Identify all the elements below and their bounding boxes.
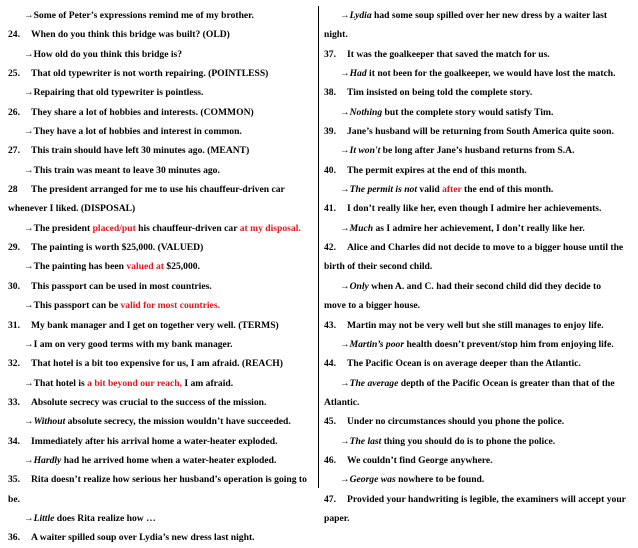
question-number: 44. — [324, 358, 336, 370]
answer-line — [324, 180, 630, 199]
question-number: 24. — [8, 29, 20, 41]
text-segment: had some soup spilled over her new dress by a waiter last — [371, 10, 608, 21]
question-number: 39. — [324, 126, 336, 138]
text-segment: Under no circumstances should you phone the police. — [347, 416, 565, 428]
question-number: 41. — [324, 203, 336, 215]
continuation-line — [324, 296, 630, 315]
text-segment: Absolute secrecy was crucial to the success of the mission. — [31, 396, 267, 408]
continuation-line — [324, 393, 630, 412]
question-number: 43. — [324, 319, 336, 331]
column-divider — [318, 6, 319, 488]
text-segment: Tim insisted on being told the complete story. — [347, 87, 533, 99]
text-segment: I don’t really like her, even though I admire her achievements. — [347, 203, 602, 215]
answer-line — [8, 451, 308, 470]
answer-line — [324, 432, 630, 451]
italic-text: The average — [349, 377, 399, 389]
text-segment: → — [24, 454, 34, 466]
question-number: 35. — [8, 474, 20, 486]
question-line — [8, 470, 308, 489]
question-line — [8, 25, 308, 44]
text-segment: This passport can be used in most countries. — [31, 280, 212, 292]
question-line — [8, 354, 308, 373]
text-segment: →I am on very good terms with my bank manager. — [24, 338, 233, 350]
answer-line — [8, 161, 308, 180]
answer-line — [324, 277, 630, 296]
text-segment: Alice and Charles did not decide to move to a bigger house until the — [347, 242, 624, 254]
continuation-line — [324, 509, 630, 528]
italic-text: Little — [33, 512, 55, 524]
text-segment: whenever I liked. (DISPOSAL) — [8, 203, 136, 215]
text-segment: → — [340, 474, 350, 486]
text-segment: the end of this month. — [461, 184, 554, 196]
text-segment: → — [24, 512, 34, 524]
answer-line — [8, 45, 308, 64]
question-number: 36. — [8, 532, 20, 544]
question-line — [324, 316, 630, 335]
text-segment: had he arrived home when a water-heater exploded. — [61, 454, 277, 466]
question-line — [324, 412, 630, 431]
answer-line — [8, 335, 308, 354]
question-line — [8, 528, 308, 547]
question-number: 47. — [324, 493, 336, 505]
text-segment: → — [340, 435, 350, 447]
continuation-line — [324, 257, 630, 276]
text-segment: → — [24, 416, 34, 428]
answer-line — [8, 122, 308, 141]
question-line — [324, 45, 630, 64]
italic-text: Without — [33, 416, 66, 428]
question-line — [324, 238, 630, 257]
italic-text: Nothing — [349, 106, 383, 118]
question-number: 28 — [8, 184, 18, 196]
text-segment: Provided your handwriting is legible, the examiners will accept your — [347, 493, 626, 505]
text-segment: This train should have left 30 minutes ago. (MEANT) — [31, 145, 250, 157]
text-segment: I am afraid. — [181, 377, 234, 389]
answer-line — [8, 83, 308, 102]
text-segment: Atlantic. — [324, 396, 360, 408]
italic-text: The permit is not — [349, 184, 418, 196]
text-segment: They share a lot of hobbies and interests. (COMMON) — [31, 106, 254, 118]
text-segment: →This train was meant to leave 30 minutes ago. — [24, 164, 220, 176]
text-segment: That old typewriter is not worth repairing. (POINTLESS) — [31, 68, 269, 80]
text-segment: → — [340, 10, 350, 21]
question-number: 42. — [324, 242, 336, 254]
text-segment: It was the goalkeeper that saved the match for us. — [347, 48, 550, 60]
text-segment: The painting is worth $25,000. (VALUED) — [31, 242, 204, 254]
text-segment: → — [340, 222, 350, 234]
text-segment: → — [340, 145, 350, 157]
text-segment: A waiter spilled soup over Lydia’s new dress last night. — [31, 532, 255, 544]
text-segment: We couldn’t find George anywhere. — [347, 454, 493, 466]
text-segment: → — [340, 106, 350, 118]
text-segment: move to a bigger house. — [324, 300, 421, 312]
text-segment: valid — [417, 184, 443, 196]
italic-text: Lydia — [349, 10, 372, 21]
text-segment: as I admire her achievement, I don’t really like her. — [373, 222, 585, 234]
text-segment: The permit expires at the end of this month. — [347, 164, 527, 176]
question-number: 32. — [8, 358, 20, 370]
text-segment: That hotel is a bit too expensive for us, I am afraid. (REACH) — [31, 358, 283, 370]
text-segment: birth of their second child. — [324, 261, 433, 273]
question-number: 46. — [324, 454, 336, 466]
text-segment: Rita doesn’t realize how serious her husband’s operation is going to — [31, 474, 307, 486]
question-line — [8, 180, 308, 199]
right-column — [324, 6, 630, 528]
question-line — [8, 432, 308, 451]
text-segment: depth of the Pacific Ocean is greater than that of the — [398, 377, 615, 389]
answer-line — [324, 335, 630, 354]
text-segment: → — [340, 280, 350, 292]
answer-line — [324, 6, 630, 25]
italic-text: Only — [349, 280, 369, 292]
answer-line — [324, 219, 630, 238]
answer-line — [8, 6, 308, 25]
question-line — [8, 141, 308, 160]
text-segment: be long after Jane’s husband returns from S.A. — [380, 145, 575, 157]
question-line — [8, 316, 308, 335]
highlighted-text: valued at — [126, 261, 164, 273]
question-number: 34. — [8, 435, 20, 447]
italic-text: It won't — [349, 145, 381, 157]
question-number: 31. — [8, 319, 20, 331]
answer-line — [8, 257, 308, 276]
italic-text: Much — [349, 222, 374, 234]
question-line — [324, 199, 630, 218]
text-segment: absolute secrecy, the mission wouldn’t have succeeded. — [65, 416, 291, 428]
text-segment: →They have a lot of hobbies and interest in common. — [24, 126, 242, 138]
answer-line — [324, 64, 630, 83]
question-number: 40. — [324, 164, 336, 176]
question-number: 33. — [8, 396, 20, 408]
answer-line — [8, 296, 308, 315]
italic-text: The last — [349, 435, 382, 447]
continuation-line — [324, 25, 630, 44]
text-segment: →That hotel is — [24, 377, 88, 389]
question-line — [8, 393, 308, 412]
highlighted-text: at my disposal. — [239, 222, 301, 234]
italic-text: Hardly — [33, 454, 62, 466]
question-line — [324, 451, 630, 470]
question-line — [324, 354, 630, 373]
text-segment: when A. and C. had their second child did they decide to — [368, 280, 602, 292]
question-line — [324, 83, 630, 102]
text-segment: $25,000. — [163, 261, 200, 273]
text-segment: health doesn’t prevent/stop him from enjoying life. — [404, 338, 614, 350]
highlighted-text: a bit beyond our reach, — [87, 377, 182, 389]
text-segment: Jane’s husband will be returning from South America quite soon. — [347, 126, 614, 138]
question-line — [8, 103, 308, 122]
answer-line — [8, 509, 308, 528]
text-segment: Immediately after his arrival home a water-heater exploded. — [31, 435, 278, 447]
text-segment: The Pacific Ocean is on average deeper than the Atlantic. — [347, 358, 581, 370]
answer-line — [8, 219, 308, 238]
text-segment: his chauffeur-driven car — [135, 222, 240, 234]
text-segment: → — [340, 184, 350, 196]
continuation-line — [8, 490, 308, 509]
question-line — [8, 238, 308, 257]
text-segment: → — [340, 377, 350, 389]
italic-text: Had — [349, 68, 367, 80]
text-segment: When do you think this bridge was built? (OLD) — [31, 29, 230, 41]
text-segment: but the complete story would satisfy Tim. — [382, 106, 554, 118]
question-number: 27. — [8, 145, 20, 157]
question-number: 45. — [324, 416, 336, 428]
text-segment: →How old do you think this bridge is? — [24, 48, 183, 60]
highlighted-text: placed/put — [92, 222, 136, 234]
text-segment: The president arranged for me to use his chauffeur-driven car — [31, 184, 285, 196]
question-line — [8, 277, 308, 296]
question-line — [324, 490, 630, 509]
text-segment: Martin may not be very well but she still manages to enjoy life. — [347, 319, 604, 331]
text-segment: →The painting has been — [24, 261, 127, 273]
question-line — [324, 161, 630, 180]
italic-text: Martin’s poor — [349, 338, 405, 350]
answer-line — [324, 374, 630, 393]
question-number: 37. — [324, 48, 336, 60]
continuation-line — [8, 199, 308, 218]
question-number: 29. — [8, 242, 20, 254]
text-segment: paper. — [324, 512, 350, 524]
left-column — [8, 6, 308, 548]
text-segment: →Some of Peter’s expressions remind me of my brother. — [24, 10, 254, 21]
text-segment: My bank manager and I get on together very well. (TERMS) — [31, 319, 279, 331]
text-segment: →The president — [24, 222, 93, 234]
question-number: 26. — [8, 106, 20, 118]
answer-line — [324, 470, 630, 489]
highlighted-text: after — [442, 184, 462, 196]
text-segment: → — [340, 68, 350, 80]
question-line — [324, 122, 630, 141]
answer-line — [324, 103, 630, 122]
italic-text: George was — [349, 474, 396, 486]
text-segment: nowhere to be found. — [395, 474, 485, 486]
question-number: 38. — [324, 87, 336, 99]
question-number: 25. — [8, 68, 20, 80]
text-segment: →This passport can be — [24, 300, 121, 312]
text-segment: thing you should do is to phone the police. — [381, 435, 556, 447]
text-segment: does Rita realize how … — [54, 512, 156, 524]
text-segment: night. — [324, 29, 348, 41]
question-number: 30. — [8, 280, 20, 292]
text-segment: →Repairing that old typewriter is pointless. — [24, 87, 204, 99]
question-line — [8, 64, 308, 83]
highlighted-text: valid for most countries. — [120, 300, 220, 312]
text-segment: it not been for the goalkeeper, we would have lost the match. — [366, 68, 616, 80]
answer-line — [8, 412, 308, 431]
answer-line — [324, 141, 630, 160]
text-segment: be. — [8, 493, 20, 505]
answer-line — [8, 374, 308, 393]
text-segment: → — [340, 338, 350, 350]
